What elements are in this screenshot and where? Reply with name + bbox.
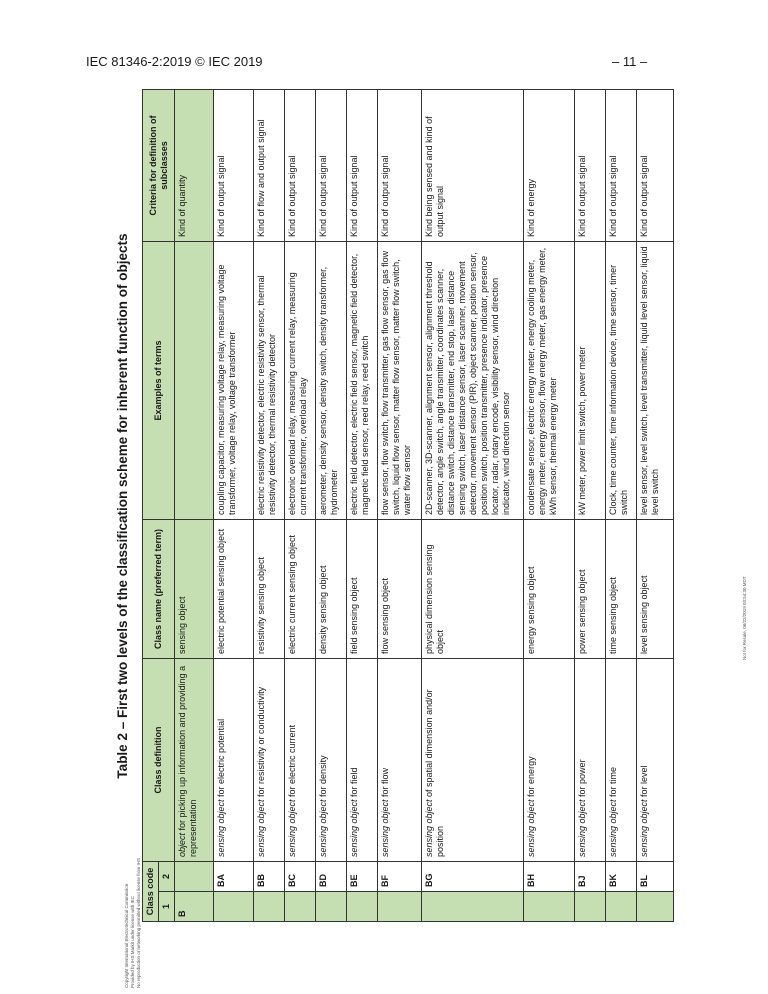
table-row <box>316 90 347 922</box>
criteria: Kind being sensed and kind of output signal <box>422 90 524 242</box>
criteria: Kind of output signal <box>316 90 347 242</box>
code-level-1 <box>575 892 606 922</box>
code-level-1 <box>316 892 347 922</box>
class-name: flow sensing object <box>378 520 422 659</box>
code-level-2: BL <box>637 862 674 892</box>
class-name: electric current sensing object <box>285 520 316 659</box>
table-row <box>347 90 378 922</box>
examples: level sensor, level switch, level transmitter, liquid level sensor, liquid level switch <box>637 242 674 520</box>
code-level-2: BH <box>524 862 575 892</box>
code-level-2: BE <box>347 862 378 892</box>
code-level-1 <box>524 892 575 922</box>
header-level-2: 2 <box>159 862 175 892</box>
code-level-1 <box>347 892 378 922</box>
examples: kW meter, power limit switch, power meter <box>575 242 606 520</box>
examples: Clock, time counter, time information device, time sensor, timer switch <box>606 242 637 520</box>
copyright-line-1: Copyright International Electrotechnical Commission <box>124 883 129 988</box>
table-row <box>214 90 254 922</box>
table-row <box>606 90 637 922</box>
code-level-2: BK <box>606 862 637 892</box>
code-level-2: BF <box>378 862 422 892</box>
header-class-definition: Class definition <box>143 659 175 862</box>
document-header-left: IEC 81346-2:2019 © IEC 2019 <box>86 54 263 69</box>
examples: electric resistivity detector, electric resistivity sensor, thermal resistivity detector, thermal resistivity detector <box>254 242 285 520</box>
class-definition: sensing object for energy <box>524 659 575 862</box>
class-definition: object for picking up information and providing a representation <box>175 659 214 862</box>
copyright-line-2: Provided by IHS Markit under license with IEC <box>130 895 135 988</box>
class-definition: sensing object for power <box>575 659 606 862</box>
header-level-1: 1 <box>159 892 175 922</box>
classification-table <box>142 89 674 922</box>
class-definition: sensing object for electric current <box>285 659 316 862</box>
class-name: electric potential sensing object <box>214 520 254 659</box>
table-row <box>378 90 422 922</box>
examples <box>175 242 214 520</box>
class-definition: sensing object for level <box>637 659 674 862</box>
table-row <box>285 90 316 922</box>
examples: flow sensor, flow switch, flow transmitter, gas flow sensor, gas flow switch, liquid flow sensor, matter flow sensor, matter flow switch, water flow sensor <box>378 242 422 520</box>
class-definition: sensing object for electric potential <box>214 659 254 862</box>
table-row <box>637 90 674 922</box>
header-examples: Examples of terms <box>143 242 175 520</box>
examples: condensate sensor, electric energy meter, energy cooling meter, energy meter, energy sensor, flow energy meter, gas energy meter, kWh sensor, thermal energy meter <box>524 242 575 520</box>
examples: coupling capacitor, measuring voltage relay, measuring voltage transformer, voltage relay, voltage transformer <box>214 242 254 520</box>
examples: electronic overload relay, measuring current relay, measuring current transformer, overload relay <box>285 242 316 520</box>
class-definition: sensing object for resistivity or conductivity <box>254 659 285 862</box>
code-level-1 <box>214 892 254 922</box>
rotated-table-page <box>106 90 730 922</box>
code-level-1 <box>637 892 674 922</box>
class-definition: sensing object for density <box>316 659 347 862</box>
header-criteria: Criteria for definition of subclasses <box>143 90 175 242</box>
copyright-line-3: No reproduction or networking permitted without license from IHS <box>136 857 141 988</box>
criteria: Kind of energy <box>524 90 575 242</box>
table-row <box>422 90 524 922</box>
table-row <box>524 90 575 922</box>
criteria: Kind of flow and output signal <box>254 90 285 242</box>
code-level-1 <box>378 892 422 922</box>
code-level-2: BJ <box>575 862 606 892</box>
table-caption: Table 2 – First two levels of the classification scheme for inherent function of objects <box>115 233 130 779</box>
examples: electric field detector, electric field sensor, magnetic field detector, magnetic field sensor, reed relay, reed switch <box>347 242 378 520</box>
code-level-1 <box>606 892 637 922</box>
class-name: time sensing object <box>606 520 637 659</box>
code-level-2: BD <box>316 862 347 892</box>
examples: 2D-scanner, 3D-scanner, alignment sensor, alignment threshold detector, angle switch, angle transmitter, coordinates scanner, distance switch, distance transmitter, end stop, laser distance sensing switch, laser distance sensor, laser scanner, movement detector, movement sensor (PIR), object scanner, position sensor, position switch, position transmitter, presence indicator, presence locator, radar, rotary encode, visibility sensor, wind direction indicator, wind direction sensor <box>422 242 524 520</box>
class-name: resistivity sensing object <box>254 520 285 659</box>
criteria: Kind of output signal <box>606 90 637 242</box>
code-level-1 <box>285 892 316 922</box>
criteria: Kind of output signal <box>285 90 316 242</box>
class-definition: sensing object for time <box>606 659 637 862</box>
code-level-2 <box>175 862 214 892</box>
class-name: energy sensing object <box>524 520 575 659</box>
resale-notice: Not for Resale, 06/22/2019 03:54:30 MDT <box>742 576 747 660</box>
code-level-1 <box>422 892 524 922</box>
criteria: Kind of output signal <box>347 90 378 242</box>
header-class-name: Class name (preferred term) <box>143 520 175 659</box>
table-row <box>575 90 606 922</box>
criteria: Kind of output signal <box>637 90 674 242</box>
class-name: density sensing object <box>316 520 347 659</box>
class-definition: sensing object for flow <box>378 659 422 862</box>
criteria: Kind of output signal <box>214 90 254 242</box>
class-definition: sensing object for field <box>347 659 378 862</box>
class-name: power sensing object <box>575 520 606 659</box>
code-level-2: BB <box>254 862 285 892</box>
class-name: physical dimension sensing object <box>422 520 524 659</box>
code-level-1 <box>254 892 285 922</box>
code-level-2: BG <box>422 862 524 892</box>
class-name: sensing object <box>175 520 214 659</box>
code-level-1: B <box>175 892 214 922</box>
page-number: – 11 – <box>612 54 648 69</box>
class-name: field sensing object <box>347 520 378 659</box>
table-row <box>254 90 285 922</box>
table-row <box>175 90 214 922</box>
criteria: Kind of quantity <box>175 90 214 242</box>
code-level-2: BA <box>214 862 254 892</box>
class-definition: sensing object of spatial dimension and/or position <box>422 659 524 862</box>
examples: aerometer, density sensor, density switch, density transformer, hydrometer <box>316 242 347 520</box>
class-name: level sensing object <box>637 520 674 659</box>
code-level-2: BC <box>285 862 316 892</box>
criteria: Kind of output signal <box>378 90 422 242</box>
criteria: Kind of output signal <box>575 90 606 242</box>
header-class-code: Class code <box>143 862 159 922</box>
